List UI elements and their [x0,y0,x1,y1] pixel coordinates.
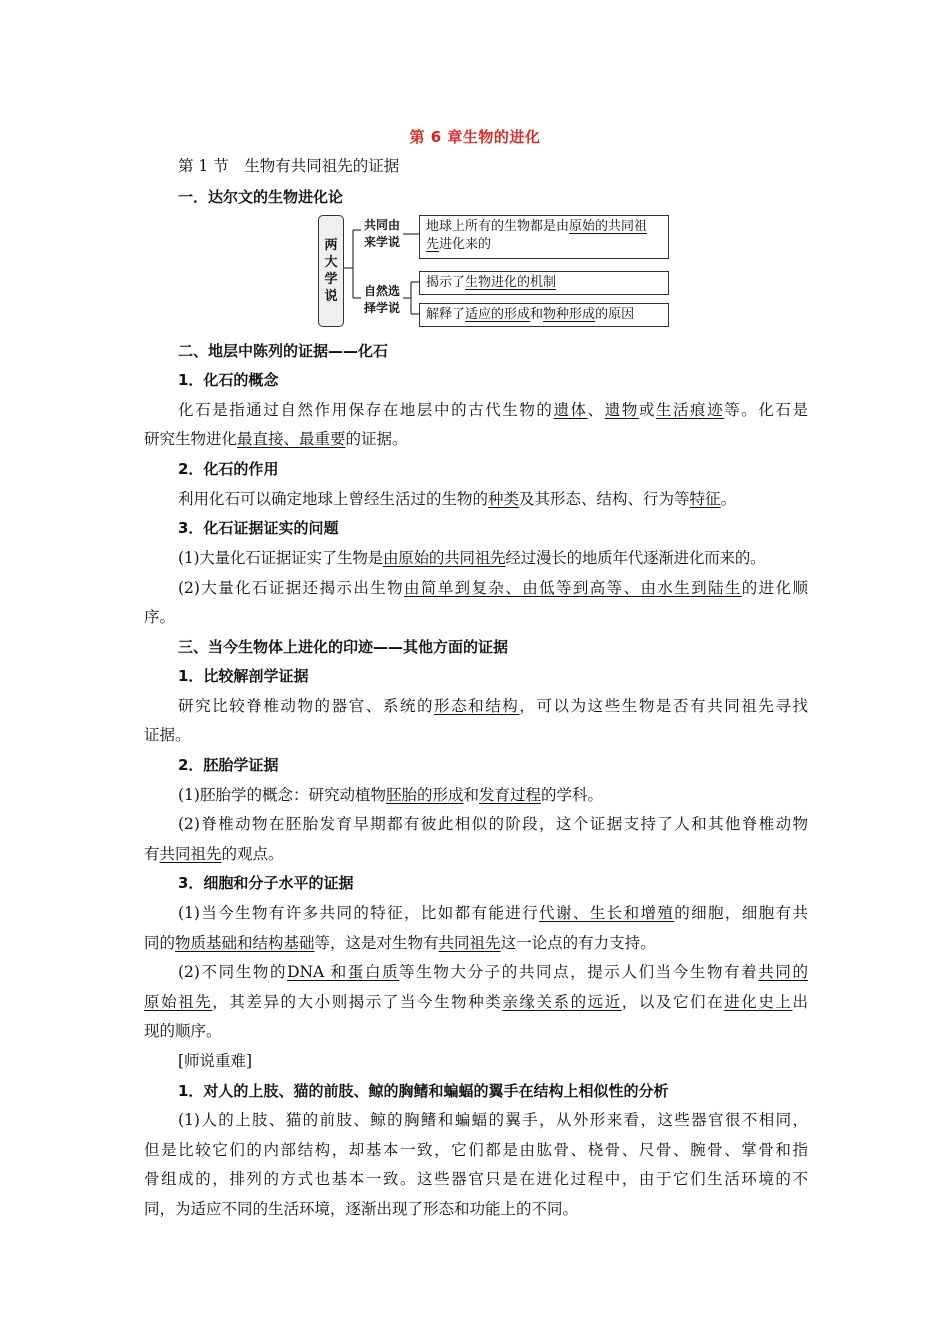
teacher-notes-label: [师说重难] [178,1052,253,1070]
subheading: 2．胚胎学证据 [178,756,279,774]
subheading: 1．比较解剖学证据 [178,667,309,685]
paragraph-line: 化石是指通过自然作用保存在地层中的古代生物的遗体、遗物或生活痕迹等。化石是 [178,401,808,419]
paragraph-line: 骨组成的，排列的方式也基本一致。这些器官只是在进化过程中，由于它们生活环境的不 [144,1170,808,1188]
paragraph-line: 原始祖先，其差异的大小则揭示了当今生物种类亲缘关系的远近，以及它们在进化史上出 [144,993,808,1011]
mechanism-box: 揭示了生物进化的机制 [419,271,669,295]
adaptation-box: 解释了适应的形成和物种形成的原因 [419,303,669,327]
heading-1: 一．达尔文的生物进化论 [178,188,344,206]
paragraph-line: (1)大量化石证据证实了生物是由原始的共同祖先经过漫长的地质年代逐渐进化而来的。 [178,549,766,567]
theory-diagram [315,212,670,330]
paragraph-line: 有共同祖先的观点。 [144,845,284,863]
paragraph-line: (1)胚胎学的概念：研究动植物胚胎的形成和发育过程的学科。 [178,786,604,804]
natural-selection-label: 自然选 择学说 [363,284,400,315]
subheading: 3．细胞和分子水平的证据 [178,874,354,892]
root-char: 说 [324,289,338,304]
paragraph-line: (2)不同生物的DNA 和蛋白质等生物大分子的共同点，提示人们当今生物有着共同的 [178,963,808,981]
paragraph-line: 序。 [144,608,176,626]
paragraph-line: 现的顺序。 [144,1022,222,1040]
paragraph-line: (2)大量化石证据还揭示出生物由简单到复杂、由低等到高等、由水生到陆生的进化顺 [178,579,808,597]
heading-3: 三、当今生物体上进化的印迹——其他方面的证据 [178,638,509,656]
two-theories-box [318,215,344,327]
paragraph-line: 但是比较它们的内部结构，却基本一致，它们都是由肱骨、桡骨、尺骨、腕骨、掌骨和指 [144,1141,808,1159]
root-char: 大 [324,255,338,270]
root-char: 学 [324,272,338,287]
paragraph-line: 利用化石可以确定地球上曾经生活过的生物的种类及其形态、结构、行为等特征。 [178,490,737,508]
paragraph-line: (1)人的上肢、猫的前肢、鲸的胸鳍和蝙蝠的翼手，从外形来看，这些器官很不相同， [178,1111,808,1129]
section-title: 第 1 节 生物有共同祖先的证据 [178,157,400,175]
paragraph-line: 同，为适应不同的生活环境，逐渐出现了形态和功能上的不同。 [144,1200,579,1218]
subheading: 3．化石证据证实的问题 [178,519,339,537]
common-descent-label: 共同由 来学说 [363,218,400,249]
paragraph-line: 证据。 [144,726,191,744]
subheading: 1．对人的上肢、猫的前肢、鲸的胸鳍和蝙蝠的翼手在结构上相似性的分析 [178,1082,669,1100]
paragraph-line: (1)当今生物有许多共同的特征，比如都有能进行代谢、生长和增殖的细胞，细胞有共 [178,904,808,922]
paragraph-line: 同的物质基础和结构基础等，这是对生物有共同祖先这一论点的有力支持。 [144,934,656,952]
chapter-title: 第 6 章生物的进化 [409,128,541,146]
paragraph-line: 研究比较脊椎动物的器官、系统的形态和结构，可以为这些生物是否有共同祖先寻找 [178,697,808,715]
common-descent-box: 地球上所有的生物都是由原始的共同祖 先进化来的 [419,215,669,259]
root-char: 两 [324,238,338,253]
heading-2: 二、地层中陈列的证据——化石 [178,342,389,360]
paragraph-line: (2)脊椎动物在胚胎发育早期都有彼此相似的阶段，这个证据支持了人和其他脊椎动物 [178,815,808,833]
paragraph-line: 研究生物进化最直接、最重要的证据。 [144,430,408,448]
subheading: 1．化石的概念 [178,371,279,389]
subheading: 2．化石的作用 [178,460,279,478]
